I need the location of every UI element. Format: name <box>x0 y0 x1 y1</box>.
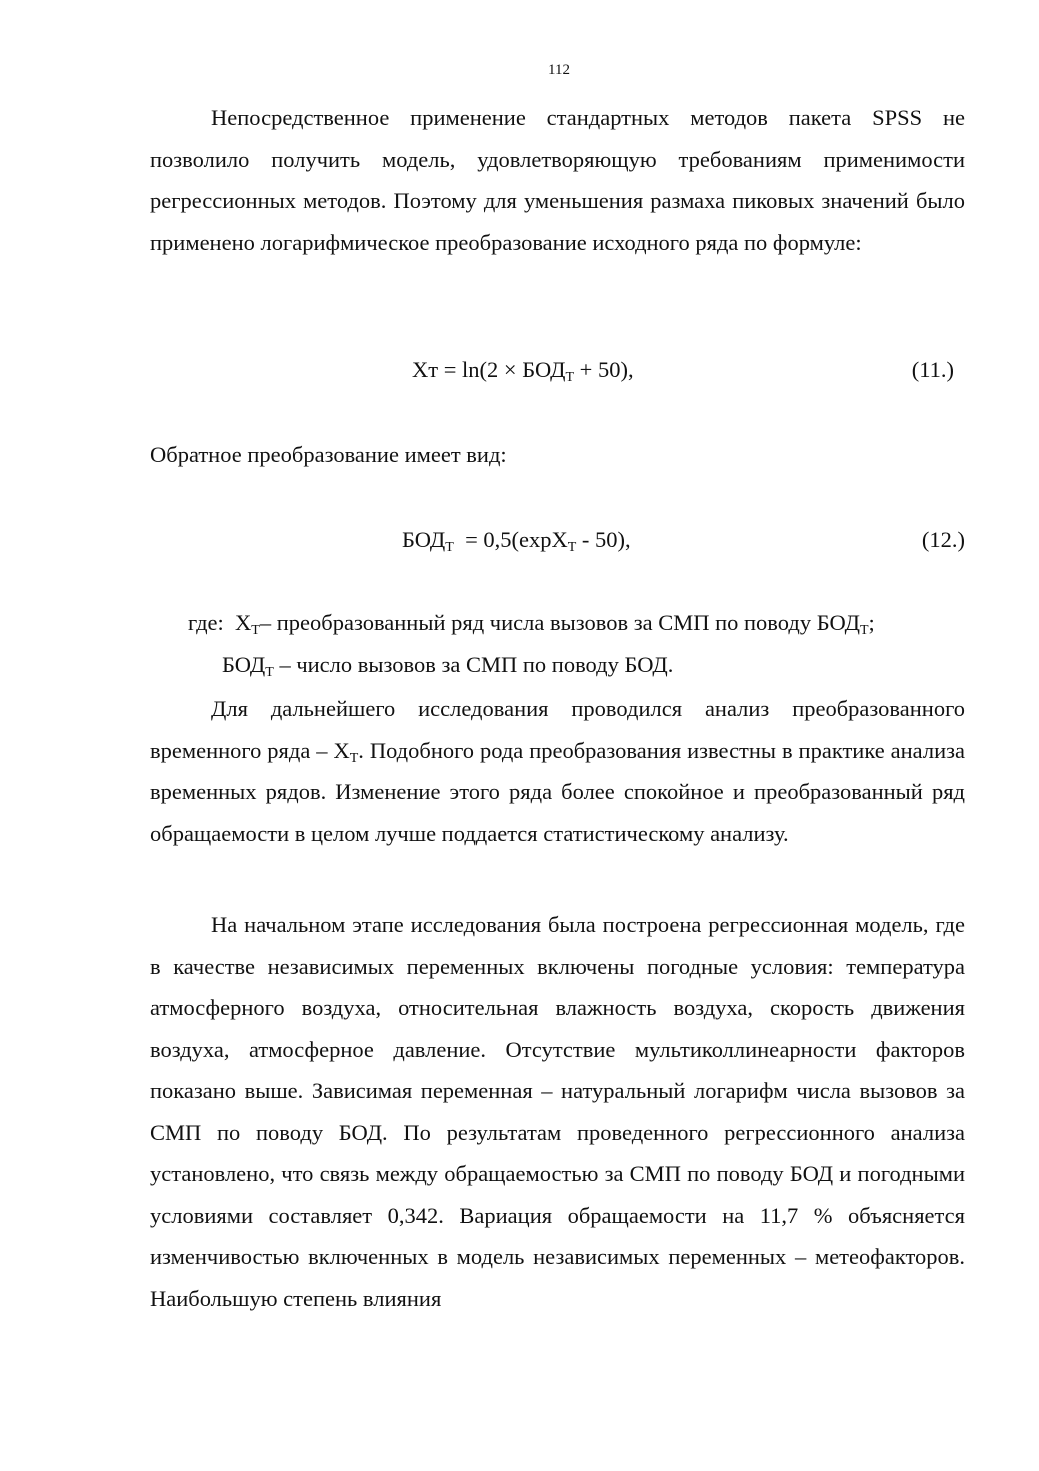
paragraph-analysis: Для дальнейшего исследования проводился анализ преобразованного временного ряда – $X_Т$. Подобного рода преобразования известны в практике анализа временных рядов. Изменение этого ряда более спокойное и преобразованный ряд обращаемости в целом лучше поддается статистическому анализу. <box>150 696 965 846</box>
inverse-transform-intro: Обратное преобразование имеет вид: <box>150 442 507 467</box>
formula-11-number: (11.) <box>911 357 954 382</box>
where-definition-bod: $БОД_Т$ – число вызовов за СМП по поводу БОД. <box>222 652 674 680</box>
paragraph-regression: На начальном этапе исследования была построена регрессионная модель, где в качестве независимых переменных включены погодные условия: температура атмосферного воздуха, относительная влажность воздуха, скорость движения воздуха, атмосферное давление. Отсутствие мультиколлинеарности факторов показано выше. Зависимая переменная – натуральный логарифм числа вызовов за СМП по поводу БОД. По результатам проведенного регрессионного анализа установлено, что связь между обращаемостью за СМП по поводу БОД и погодными условиями составляет 0,342. Вариация обращаемости на 11,7 % объясняется изменчивостью включенных в модель независимых переменных – метеофакторов. Наибольшую степень влияния <box>150 912 965 1311</box>
paragraph-intro: Непосредственное применение стандартных методов пакета SPSS не позволило получить модель, удовлетворяющую требованиям применимости регрессионных методов. Поэтому для уменьшения размаха пиковых значений было применено логарифмическое преобразование исходного ряда по формуле: <box>150 105 965 255</box>
where-definition-x: где: $X_Т-$ преобразованный ряд числа вызовов за СМП по поводу $БОД_Т$; <box>188 610 875 638</box>
formula-12-number: (12.) <box>921 527 965 552</box>
formula-12-expression: $БОД_Т = 0,5(\exp X_Т - 50)$, <box>402 527 631 555</box>
formula-11-expression: Хт = $\ln(2 \times БОД_Т + 50)$, <box>412 357 634 385</box>
formula-11 <box>150 350 965 390</box>
page-number: 112 <box>548 62 570 78</box>
formula-12 <box>150 520 965 560</box>
